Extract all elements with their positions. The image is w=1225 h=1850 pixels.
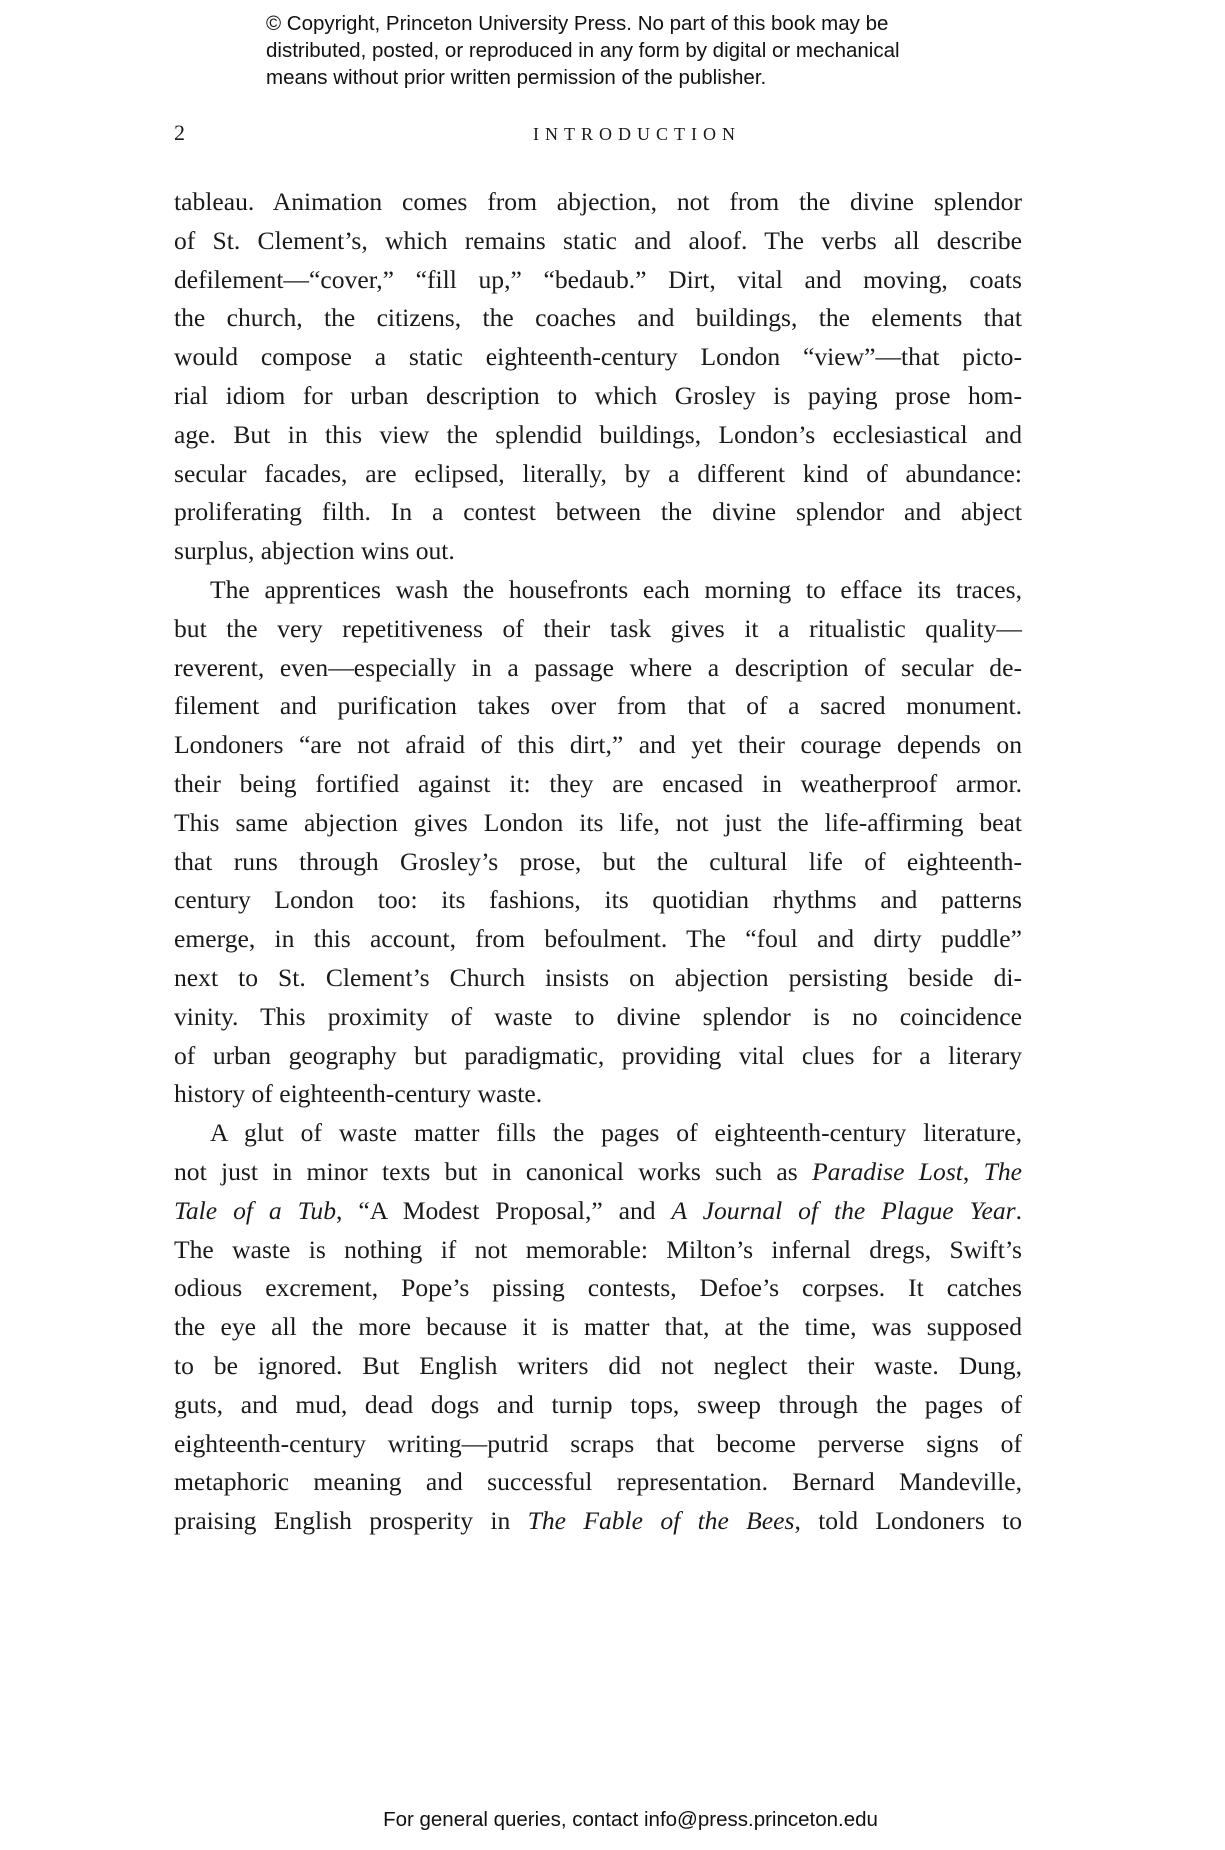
- copyright-line: © Copyright, Princeton University Press. No part of this book may be: [266, 12, 889, 35]
- text-line: the church, the citizens, the coaches and buildings, the elements that: [174, 303, 1022, 333]
- text-line: would compose a static eighteenth-century London “view”—that picto-: [174, 342, 1022, 372]
- text-line: their being fortified against it: they are encased in weatherproof armor.: [174, 768, 1022, 798]
- text-line: guts, and mud, dead dogs and turnip tops, sweep through the pages of: [174, 1389, 1022, 1419]
- footer-contact: For general queries, contact info@press.princeton.edu: [383, 1808, 878, 1831]
- text-line: of St. Clement’s, which remains static and aloof. The verbs all describe: [174, 225, 1022, 255]
- text-line: but the very repetitiveness of their task gives it a ritualistic quality—: [174, 613, 1022, 643]
- text-line: not just in minor texts but in canonical works such as Paradise Lost, The: [174, 1156, 1022, 1186]
- copyright-line: means without prior written permission of the publisher.: [266, 66, 767, 89]
- text-line: rial idiom for urban description to which Grosley is paying prose hom-: [174, 380, 1022, 410]
- section-title: INTRODUCTION: [533, 124, 741, 144]
- text-line: tableau. Animation comes from abjection, not from the divine splendor: [174, 187, 1022, 216]
- text-line: secular facades, are eclipsed, literally, by a different kind of abundance:: [174, 458, 1022, 488]
- body-text: [174, 183, 1022, 1541]
- text-line: This same abjection gives London its life, not just the life-affirming beat: [174, 807, 1022, 837]
- text-line: odious excrement, Pope’s pissing contests, Defoe’s corpses. It catches: [174, 1273, 1022, 1303]
- text-line: to be ignored. But English writers did not neglect their waste. Dung,: [174, 1350, 1022, 1380]
- text-line: metaphoric meaning and successful representation. Bernard Mandeville,: [174, 1467, 1022, 1497]
- copyright-line: distributed, posted, or reproduced in any form by digital or mechanical: [266, 39, 900, 62]
- running-head: [174, 118, 1022, 148]
- text-line: history of eighteenth-century waste.: [174, 1079, 543, 1109]
- text-line: A glut of waste matter fills the pages of eighteenth-century literature,: [210, 1118, 1022, 1148]
- text-line: next to St. Clement’s Church insists on abjection persisting beside di-: [174, 962, 1022, 992]
- text-line: vinity. This proximity of waste to divine splendor is no coincidence: [174, 1001, 1022, 1031]
- text-line: eighteenth-century writing—putrid scraps that become perverse signs of: [174, 1428, 1022, 1458]
- page-number: 2: [174, 120, 185, 145]
- text-line: praising English prosperity in The Fable of the Bees, told Londoners to: [174, 1506, 1023, 1536]
- text-line: defilement—“cover,” “fill up,” “bedaub.” Dirt, vital and moving, coats: [174, 264, 1022, 294]
- text-line: that runs through Grosley’s prose, but the cultural life of eighteenth-: [174, 846, 1022, 876]
- text-line: of urban geography but paradigmatic, providing vital clues for a literary: [174, 1040, 1022, 1070]
- text-line: The apprentices wash the housefronts each morning to efface its traces,: [210, 574, 1022, 604]
- text-line: the eye all the more because it is matter that, at the time, was supposed: [174, 1312, 1022, 1342]
- text-line: surplus, abjection wins out.: [174, 536, 455, 566]
- text-line: proliferating filth. In a contest between the divine splendor and abject: [174, 497, 1022, 527]
- text-line: Londoners “are not afraid of this dirt,” and yet their courage depends on: [174, 730, 1022, 760]
- text-line: emerge, in this account, from befoulment. The “foul and dirty puddle”: [174, 924, 1022, 954]
- text-line: century London too: its fashions, its quotidian rhythms and patterns: [174, 885, 1022, 915]
- copyright-notice: [266, 10, 1026, 91]
- text-line: The waste is nothing if not memorable: Milton’s infernal dregs, Swift’s: [174, 1234, 1022, 1264]
- text-line: age. But in this view the splendid buildings, London’s ecclesiastical and: [174, 419, 1022, 449]
- text-line: filement and purification takes over from that of a sacred monument.: [174, 691, 1022, 721]
- text-line: Tale of a Tub, “A Modest Proposal,” and A Journal of the Plague Year.: [174, 1195, 1022, 1225]
- text-line: reverent, even—especially in a passage where a description of secular de-: [174, 652, 1022, 682]
